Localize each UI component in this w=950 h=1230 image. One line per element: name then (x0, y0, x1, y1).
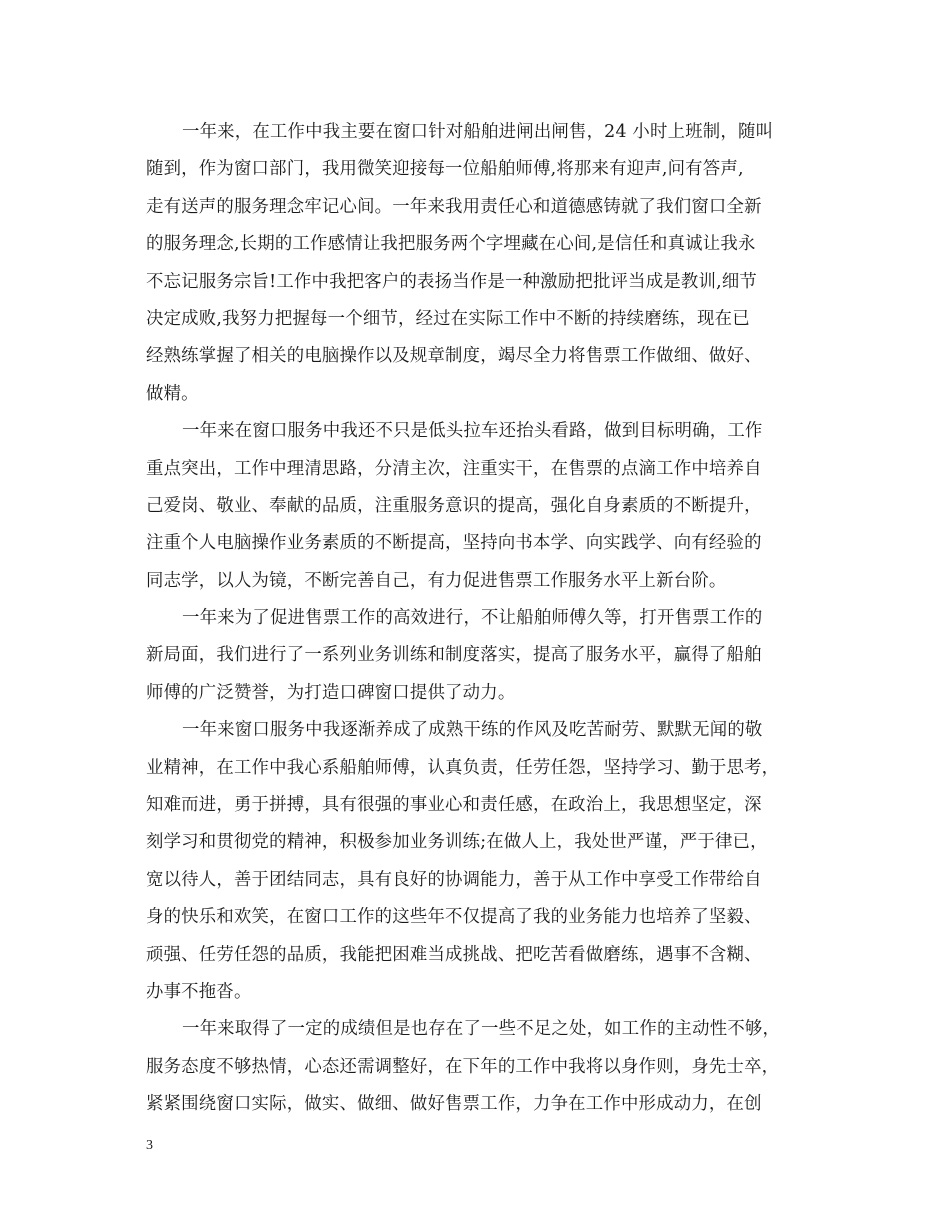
paragraph-first-line: 一年来为了促进售票工作的高效进行，不让船舶师傅久等，打开售票工作的 (182, 608, 763, 629)
page-number: 3 (146, 1138, 153, 1153)
paragraph-line: 同志学，以人为镜，不断完善自己，有力促进售票工作服务水平上新台阶。 (146, 570, 727, 591)
paragraph-line: 新局面，我们进行了一系列业务训练和制度落实，提高了服务水平，赢得了船舶 (146, 645, 762, 666)
paragraph-line: 刻学习和贯彻党的精神，积极参加业务训练;在做人上，我处世严谨，严于律已， (146, 832, 768, 853)
paragraph-first-line: 一年来，在工作中我主要在窗口针对船舶进闸出闸售，24 小时上班制，随叫 (182, 122, 774, 142)
document-body (146, 114, 806, 1124)
paragraph-line: 宽以待人，善于团结同志，具有良好的协调能力，善于从工作中享受工作带给自 (146, 869, 762, 890)
paragraph-line: 顽强、任劳任怨的品质，我能把困难当成挑战、把吃苦看做磨练，遇事不含糊、 (146, 944, 762, 965)
paragraph-line: 业精神，在工作中我心系船舶师傅，认真负责，任劳任怨，坚持学习、勤于思考， (146, 757, 780, 778)
paragraph-line: 办事不拖沓。 (146, 981, 252, 1002)
paragraph-line: 注重个人电脑操作业务素质的不断提高，坚持向书本学、向实践学、向有经验的 (146, 533, 762, 554)
paragraph-line: 知难而进，勇于拼搏，具有很强的事业心和责任感，在政治上，我思想坚定，深 (146, 795, 762, 816)
paragraph-line: 身的快乐和欢笑，在窗口工作的这些年不仅提高了我的业务能力也培养了坚毅、 (146, 907, 762, 928)
paragraph-first-line: 一年来取得了一定的成绩但是也存在了一些不足之处，如工作的主动性不够， (182, 1019, 781, 1040)
paragraph-line: 决定成败,我努力把握每一个细节，经过在实际工作中不断的持续磨练，现在已 (146, 308, 750, 329)
paragraph-line: 师傅的广泛赞誉，为打造口碑窗口提供了动力。 (146, 682, 516, 703)
paragraph-line: 不忘记服务宗旨!工作中我把客户的表扬当作是一种激励把批评当成是教训,细节 (146, 271, 758, 292)
paragraph-line: 随到，作为窗口部门，我用微笑迎接每一位船舶师傅,将那来有迎声,问有答声, (146, 159, 744, 180)
paragraph-line: 经熟练掌握了相关的电脑操作以及规章制度，竭尽全力将售票工作做细、做好、 (146, 346, 762, 367)
paragraph-line: 重点突出，工作中理清思路，分清主次，注重实干，在售票的点滴工作中培养自 (146, 458, 762, 479)
paragraph-line: 服务态度不够热情，心态还需调整好，在下年的工作中我将以身作则，身先士卒， (146, 1056, 780, 1077)
paragraph-first-line: 一年来在窗口服务中我还不只是低头拉车还抬头看路，做到目标明确，工作 (182, 421, 763, 442)
paragraph-first-line: 一年来窗口服务中我逐渐养成了成熟干练的作风及吃苦耐劳、默默无闻的敬 (182, 720, 763, 741)
paragraph-line: 己爱岗、敬业、奉献的品质，注重服务意识的提高，强化自身素质的不断提升， (146, 495, 762, 516)
paragraph-line: 走有送声的服务理念牢记心间。一年来我用责任心和道德感铸就了我们窗口全新 (146, 196, 762, 217)
paragraph-line: 做精。 (146, 383, 199, 404)
paragraph-line: 紧紧围绕窗口实际，做实、做细、做好售票工作，力争在工作中形成动力，在创 (146, 1094, 762, 1115)
paragraph-line: 的服务理念,长期的工作感情让我把服务两个字埋藏在心间,是信任和真诚让我永 (146, 234, 756, 255)
